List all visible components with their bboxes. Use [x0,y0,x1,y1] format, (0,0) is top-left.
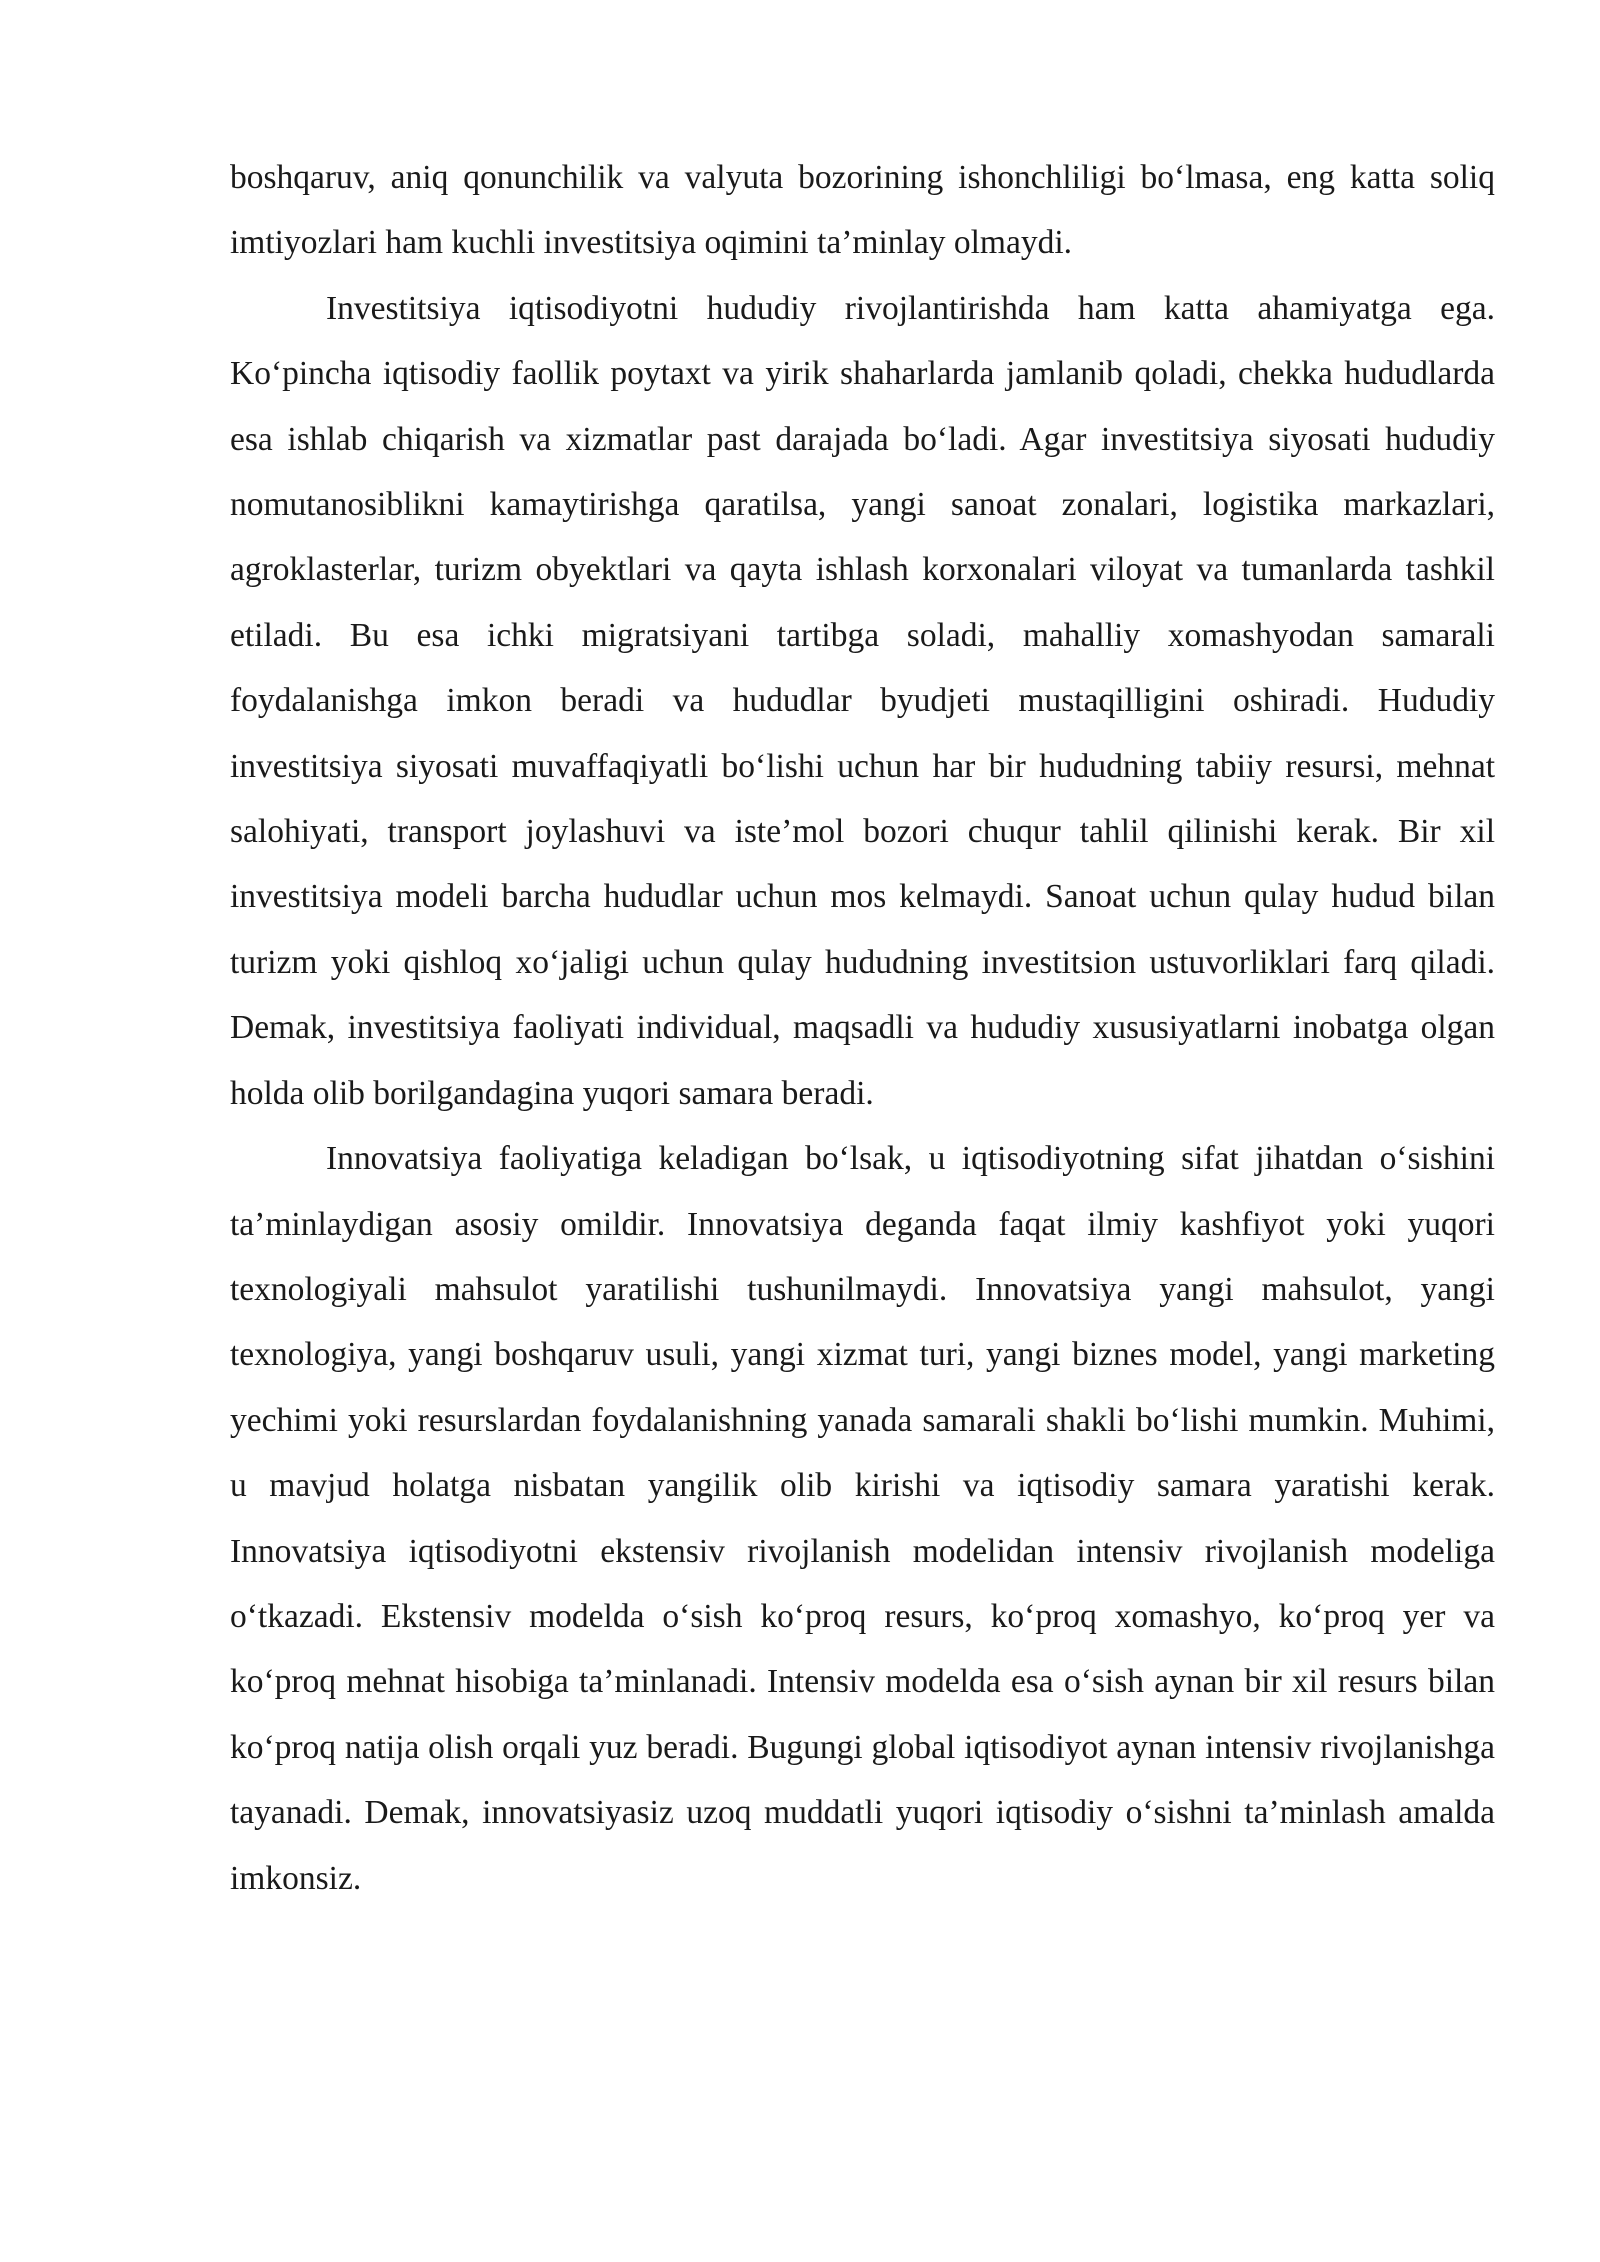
paragraph-regional-investment: Investitsiya iqtisodiyotni hududiy rivojlantirishda ham katta ahamiyatga ega. Ko‘pincha iqtisodiy faollik poytaxt va yirik shaharlarda jamlanib qoladi, chekka hududlarda esa ishlab chiqarish va xizmatlar past darajada bo‘ladi. Agar investitsiya siyosati hududiy nomutanosiblikni kamaytirishga qaratilsa, yangi sanoat zonalari, logistika markazlari, agroklasterlar, turizm obyektlari va qayta ishlash korxonalari viloyat va tumanlarda tashkil etiladi. Bu esa ichki migratsiyani tartibga soladi, mahalliy xomashyodan samarali foydalanishga imkon beradi va hududlar byudjeti mustaqilligini oshiradi. Hududiy investitsiya siyosati muvaffaqiyatli bo‘lishi uchun har bir hududning tabiiy resursi, mehnat salohiyati, transport joylashuvi va iste’mol bozori chuqur tahlil qilinishi kerak. Bir xil investitsiya modeli barcha hududlar uchun mos kelmaydi. Sanoat uchun qulay hudud bilan turizm yoki qishloq xo‘jaligi uchun qulay hududning investitsion ustuvorliklari farq qiladi. Demak, investitsiya faoliyati individual, maqsadli va hududiy xususiyatlarni inobatga olgan holda olib borilgandagina yuqori samara beradi. [230,289,1495,1112]
paragraph-continuation: boshqaruv, aniq qonunchilik va valyuta bozorining ishonchliligi bo‘lmasa, eng katta soliq imtiyozlari ham kuchli investitsiya oqimini ta’minlay olmaydi. [230,159,1495,262]
paragraph-innovation: Innovatsiya faoliyatiga keladigan bo‘lsak, u iqtisodiyotning sifat jihatdan o‘sishini ta’minlaydigan asosiy omildir. Innovatsiya deganda faqat ilmiy kashfiyot yoki yuqori texnologiyali mahsulot yaratilishi tushunilmaydi. Innovatsiya yangi mahsulot, yangi texnologiya, yangi boshqaruv usuli, yangi xizmat turi, yangi biznes model, yangi marketing yechimi yoki resurslardan foydalanishning yanada samarali shakli bo‘lishi mumkin. Muhimi, u mavjud holatga nisbatan yangilik olib kirishi va iqtisodiy samara yaratishi kerak. Innovatsiya iqtisodiyotni ekstensiv rivojlanish modelidan intensiv rivojlanish modeliga o‘tkazadi. Ekstensiv modelda o‘sish ko‘proq resurs, ko‘proq xomashyo, ko‘proq yer va ko‘proq mehnat hisobiga ta’minlanadi. Intensiv modelda esa o‘sish aynan bir xil resurs bilan ko‘proq natija olish orqali yuz beradi. Bugungi global iqtisodiyot aynan intensiv rivojlanishga tayanadi. Demak, innovatsiyasiz uzoq muddatli yuqori iqtisodiy o‘sishni ta’minlash amalda imkonsiz. [230,1140,1495,1897]
body-text [230,145,1495,1911]
